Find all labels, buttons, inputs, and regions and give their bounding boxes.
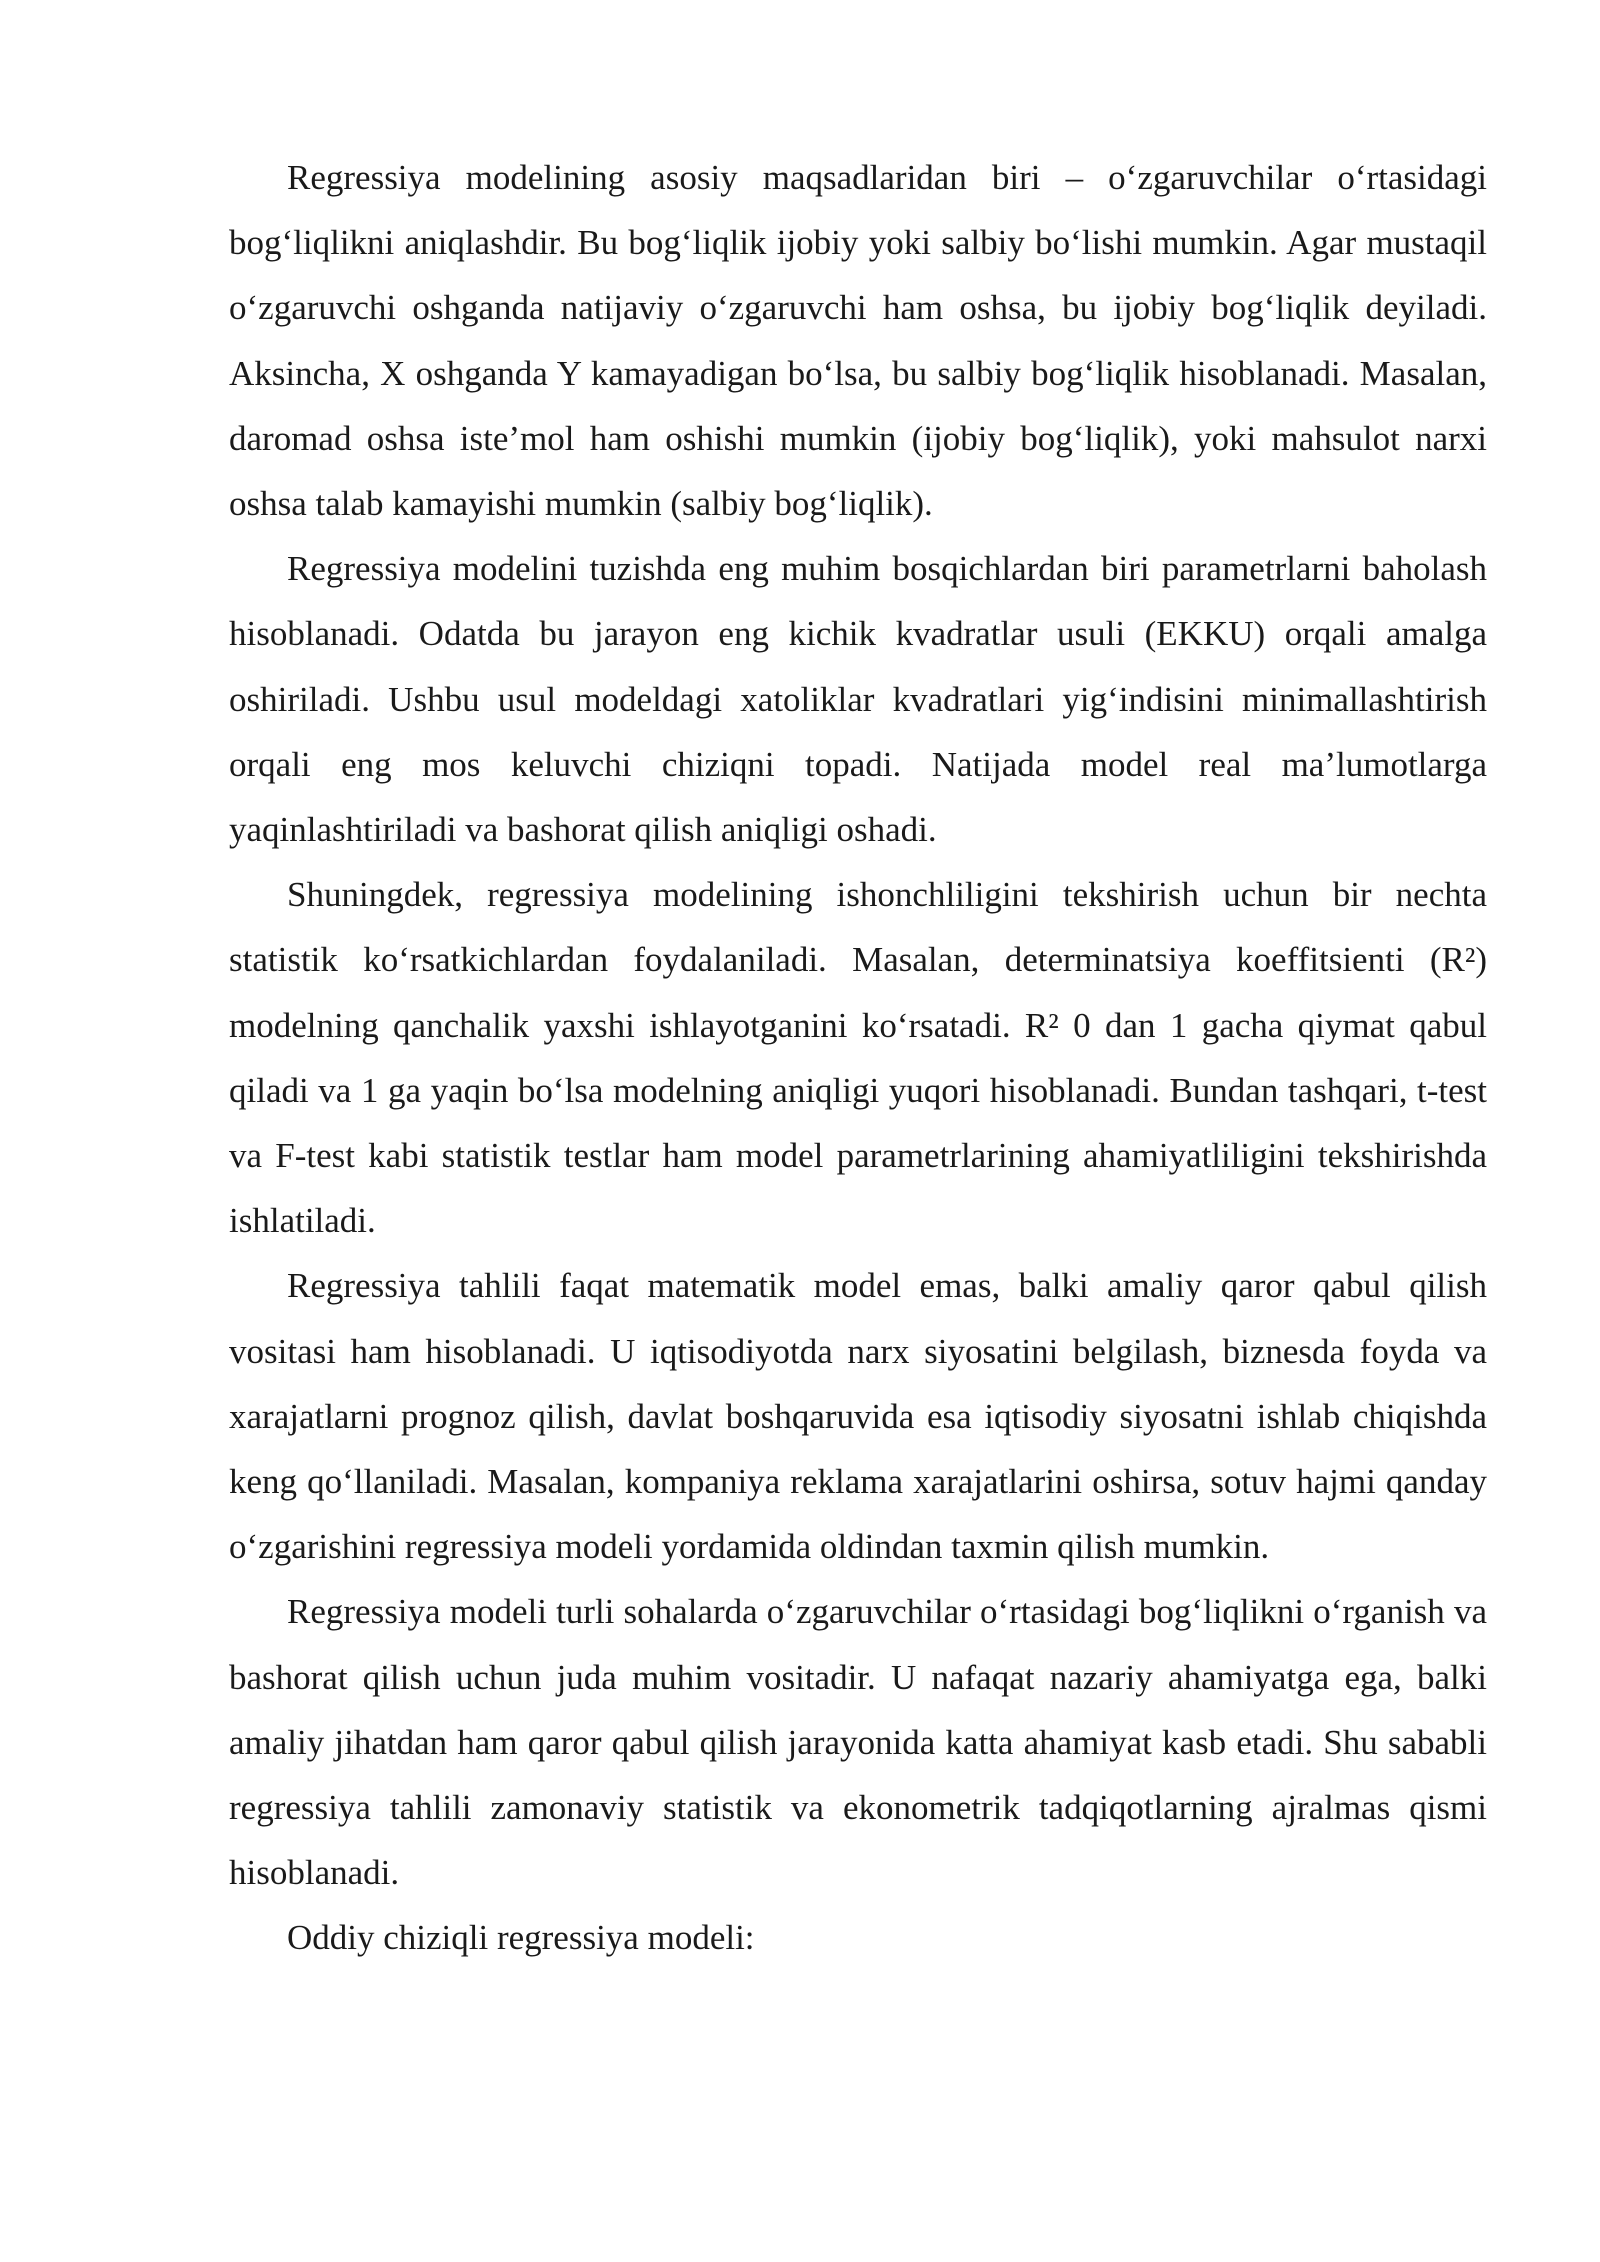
paragraph-dependency: Regressiya modelining asosiy maqsadlaridan biri – o‘zgaruvchilar o‘rtasidagi bog‘liqlikni aniqlashdir. Bu bog‘liqlik ijobiy yoki salbiy bo‘lishi mumkin. Agar mustaqil o‘zgaruvchi oshganda natijaviy o‘zgaruvchi ham oshsa, bu ijobiy bog‘liqlik deyiladi. Aksincha, X oshganda Y kamayadigan bo‘lsa, bu salbiy bog‘liqlik hisoblanadi. Masalan, daromad oshsa iste’mol ham oshishi mumkin (ijobiy bog‘liqlik), yoki mahsulot narxi oshsa talab kamayishi mumkin (salbiy bog‘liqlik). <box>229 158 1487 524</box>
document-body <box>229 145 1487 1971</box>
paragraph-parameter-estimation: Regressiya modelini tuzishda eng muhim bosqichlardan biri parametrlarni baholash hisoblanadi. Odatda bu jarayon eng kichik kvadratlar usuli (EKKU) orqali amalga oshiriladi. Ushbu usul modeldagi xatoliklar kvadratlari yig‘indisini minimallashtirish orqali eng mos keluvchi chiziqni topadi. Natijada model real ma’lumotlarga yaqinlashtiriladi va bashorat qilish aniqligi oshadi. <box>229 549 1487 850</box>
paragraph-practical-use: Regressiya tahlili faqat matematik model emas, balki amaliy qaror qabul qilish vositasi ham hisoblanadi. U iqtisodiyotda narx siyosatini belgilash, biznesda foyda va xarajatlarni prognoz qilish, davlat boshqaruvida esa iqtisodiy siyosatni ishlab chiqishda keng qo‘llaniladi. Masalan, kompaniya reklama xarajatlarini oshirsa, sotuv hajmi qanday o‘zgarishini regressiya modeli yordamida oldindan taxmin qilish mumkin. <box>229 1266 1487 1567</box>
paragraph-conclusion: Regressiya modeli turli sohalarda o‘zgaruvchilar o‘rtasidagi bog‘liqlikni o‘rganish va bashorat qilish uchun juda muhim vositadir. U nafaqat nazariy ahamiyatga ega, balki amaliy jihatdan ham qaror qabul qilish jarayonida katta ahamiyat kasb etadi. Shu sababli regressiya tahlili zamonaviy statistik va ekonometrik tadqiqotlarning ajralmas qismi hisoblanadi. <box>229 1592 1487 1893</box>
paragraph-simple-linear-model: Oddiy chiziqli regressiya modeli: <box>287 1918 755 1958</box>
paragraph-reliability: Shuningdek, regressiya modelining ishonchliligini tekshirish uchun bir nechta statistik ko‘rsatkichlardan foydalaniladi. Masalan, determinatsiya koeffitsienti (R²) modelning qanchalik yaxshi ishlayotganini ko‘rsatadi. R² 0 dan 1 gacha qiymat qabul qiladi va 1 ga yaqin bo‘lsa modelning aniqligi yuqori hisoblanadi. Bundan tashqari, t-test va F-test kabi statistik testlar ham model parametrlarining ahamiyatliligini tekshirishda ishlatiladi. <box>229 875 1487 1241</box>
